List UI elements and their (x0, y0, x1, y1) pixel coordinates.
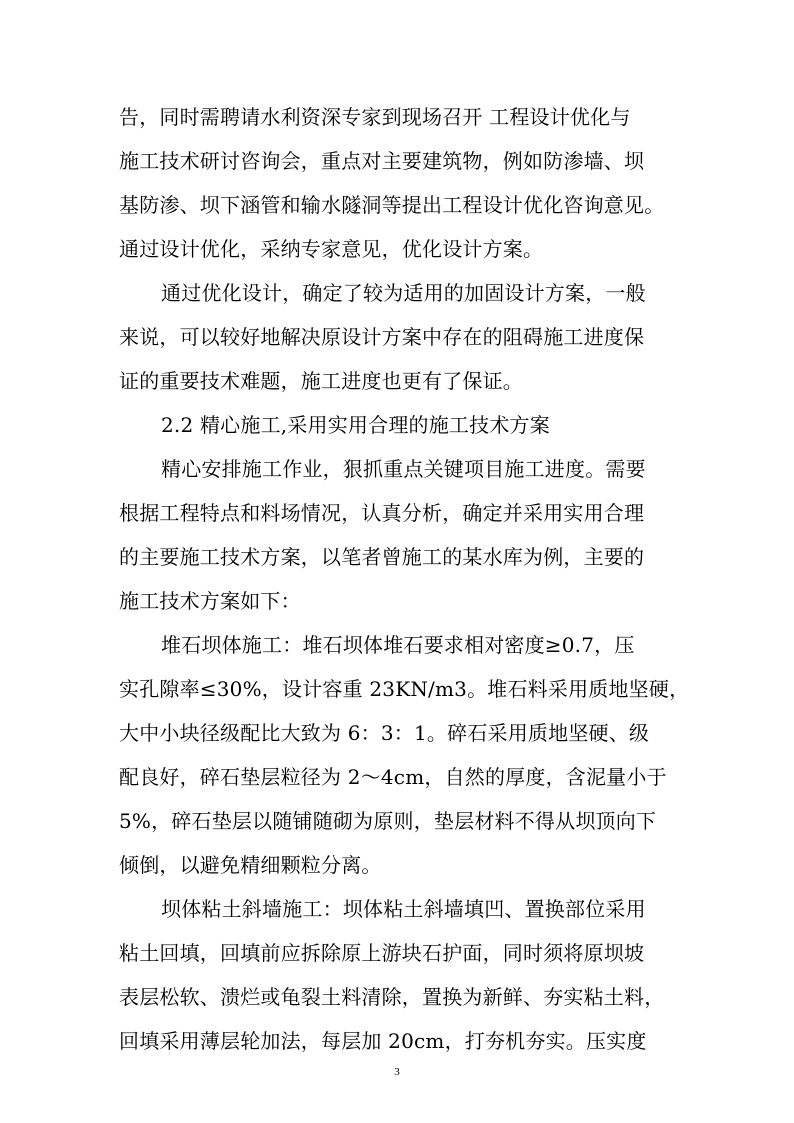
text-line: 的主要施工技术方案，以笔者曾施工的某水库为例，主要的 (119, 545, 645, 569)
text-line: 堆石坝体施工：堆石坝体堆石要求相对密度≥0.7，压 (161, 633, 635, 657)
text-line: 精心安排施工作业，狠抓重点关键项目施工进度。需要 (161, 457, 646, 481)
text-line: 大中小块径级配比大致为 6：3：1。碎石采用质地坚硬、级 (119, 721, 650, 745)
text-line: 坝体粘土斜墙施工：坝体粘土斜墙填凹、置换部位采用 (161, 897, 646, 921)
text-line: 施工技术研讨咨询会，重点对主要建筑物，例如防渗墙、坝 (119, 149, 645, 173)
text-line: 来说，可以较好地解决原设计方案中存在的阻碍施工进度保 (119, 325, 645, 349)
text-line: 告，同时需聘请水利资深专家到现场召开 工程设计优化与 (119, 105, 631, 129)
text-line: 证的重要技术难题，施工进度也更有了保证。 (119, 369, 523, 393)
text-line: 回填采用薄层轮加法，每层加 20cm，打夯机夯实。压实度 (119, 1029, 647, 1053)
text-line: 配良好，碎石垫层粒径为 2～4cm，自然的厚度，含泥量小于 (119, 765, 667, 789)
text-line: 根据工程特点和料场情况，认真分析，确定并采用实用合理 (119, 501, 645, 525)
text-line: 倾倒，以避免精细颗粒分离。 (119, 853, 382, 877)
text-line: 通过优化设计，确定了较为适用的加固设计方案，一般 (161, 281, 646, 305)
page-number: 3 (394, 1066, 400, 1078)
text-line: 表层松软、溃烂或龟裂土料清除，置换为新鲜、夯实粘土料， (119, 985, 665, 1009)
text-line: 实孔隙率≤30%，设计容重 23KN/m3。堆石料采用质地坚硬， (119, 677, 690, 701)
text-line: 通过设计优化，采纳专家意见，优化设计方案。 (119, 237, 544, 261)
text-line: 基防渗、坝下涵管和输水隧洞等提出工程设计优化咨询意见。 (119, 193, 665, 217)
text-line: 粘土回填，回填前应拆除原上游块石护面，同时须将原坝坡 (119, 941, 645, 965)
text-line: 施工技术方案如下： (119, 589, 301, 613)
text-line: 5%，碎石垫层以随铺随砌为原则，垫层材料不得从坝顶向下 (119, 809, 657, 833)
section-heading: 2.2 精心施工,采用实用合理的施工技术方案 (161, 413, 550, 437)
